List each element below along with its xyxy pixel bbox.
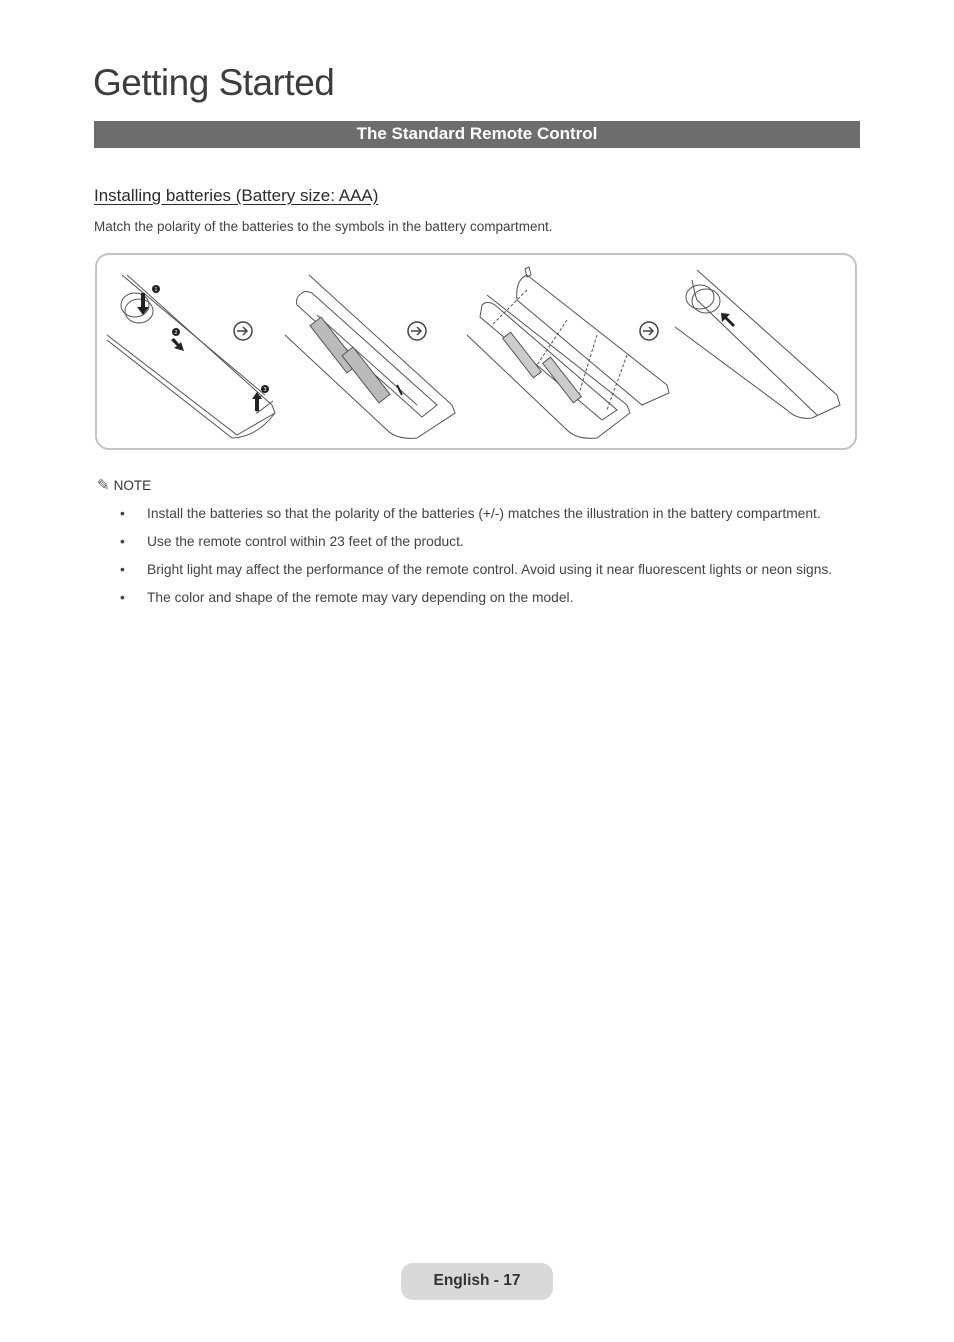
note-text: The color and shape of the remote may vary depending on the model.	[147, 590, 574, 605]
battery-installation-figure	[95, 253, 857, 450]
note-text: Use the remote control within 23 feet of the product.	[147, 534, 464, 549]
step-arrows	[137, 293, 262, 411]
remote-step-4	[675, 270, 840, 418]
svg-text:1: 1	[154, 287, 158, 293]
note-list	[120, 505, 860, 617]
next-arrow-icon	[234, 322, 252, 340]
page-title: Getting Started	[93, 62, 335, 103]
list-item	[120, 589, 860, 607]
note-text: Install the batteries so that the polarity of the batteries (+/-) matches the illustration in the battery compartment.	[147, 506, 821, 521]
step-marker-3	[261, 385, 269, 393]
step-marker-1	[152, 285, 160, 293]
svg-text:3: 3	[263, 387, 267, 393]
svg-text:2: 2	[174, 330, 178, 336]
remote-step-2	[285, 275, 455, 438]
list-item	[120, 505, 860, 523]
step-marker-2	[172, 328, 180, 336]
next-arrow-icon	[408, 322, 426, 340]
page-number-badge: English - 17	[401, 1263, 553, 1300]
remote-step-3	[467, 267, 669, 438]
pencil-note-icon: ✎	[97, 477, 110, 494]
note-heading	[97, 476, 151, 494]
note-label: NOTE	[113, 478, 152, 493]
next-arrow-icon	[640, 322, 658, 340]
bullet: •	[120, 506, 125, 521]
list-item	[120, 533, 860, 551]
bullet: •	[120, 562, 125, 577]
section-title: The Standard Remote Control	[356, 124, 598, 143]
bullet: •	[120, 534, 125, 549]
bullet: •	[120, 590, 125, 605]
note-text: Bright light may affect the performance of the remote control. Avoid using it near fluorescent lights or neon signs.	[147, 562, 833, 577]
subheading: Installing batteries (Battery size: AAA)	[94, 186, 379, 205]
remote-step-1	[107, 275, 275, 438]
list-item	[120, 561, 860, 579]
section-title-bar	[94, 121, 860, 148]
battery-steps-illustration	[97, 255, 857, 450]
intro-text: Match the polarity of the batteries to the symbols in the battery compartment.	[94, 219, 553, 234]
